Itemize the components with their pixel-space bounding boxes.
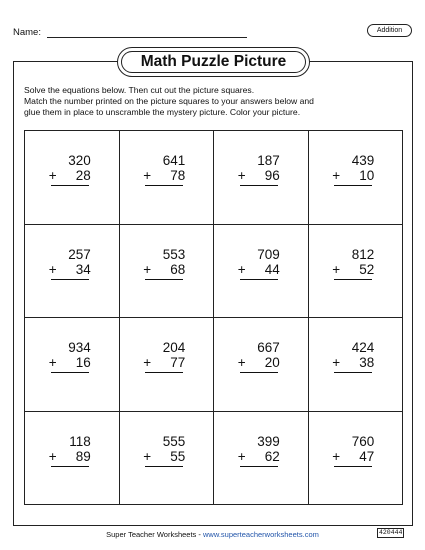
addition-problem [238,247,284,280]
topic-badge: Addition [367,24,412,37]
addend-bottom: 47 [359,448,375,464]
problem-cell [309,225,404,319]
addend-bottom: 34 [75,261,91,277]
answer-line [51,185,89,186]
plus-sign: + [332,168,341,183]
addend-top: 812 [351,246,375,262]
name-label: Name: [13,27,41,38]
addend-top: 934 [68,340,91,355]
addition-problem [49,247,95,280]
plus-sign: + [48,355,57,370]
addend-bottom-row [143,262,189,277]
addend-bottom: 38 [359,355,375,370]
addition-problem [143,434,189,467]
addend-bottom-row [332,262,378,277]
addend-bottom-row [143,355,189,370]
addend-bottom: 10 [359,168,375,183]
addend-top: 320 [68,153,91,168]
plus-sign: + [48,448,57,464]
addition-problem [332,153,378,186]
addend-bottom-row [332,168,378,183]
worksheet-code: 420444 [379,529,403,536]
plus-sign: + [237,168,246,183]
answer-line [334,185,372,186]
addend-bottom-row [49,168,95,183]
addend-bottom-row [238,449,284,464]
answer-line [240,372,278,373]
instructions [24,85,404,119]
answer-line [334,279,372,280]
answer-line [51,279,89,280]
title-banner [117,47,310,77]
footer-brand: Super Teacher Worksheets [106,530,197,539]
addend-bottom: 55 [170,448,186,464]
answer-line [145,466,183,467]
answer-line [240,185,278,186]
addend-top: 709 [257,246,280,262]
addend-bottom-row [49,355,95,370]
problem-cell [25,225,120,319]
addition-problem [49,153,95,186]
plus-sign: + [332,261,341,277]
name-field[interactable] [47,37,247,38]
addition-problem [332,340,378,373]
addend-bottom-row [143,168,189,183]
answer-line [145,279,183,280]
addition-problem [332,247,378,280]
addend-bottom: 62 [264,448,280,464]
addend-bottom-row [238,355,284,370]
plus-sign: + [143,261,152,277]
problem-cell [25,412,120,506]
addition-problem [238,153,284,186]
addition-problem [143,153,189,186]
answer-line [51,466,89,467]
addend-bottom: 16 [75,355,91,370]
addend-top: 553 [162,246,186,262]
addend-top: 667 [257,340,280,355]
footer-url[interactable]: www.superteacherworksheets.com [202,530,319,539]
plus-sign: + [48,168,57,183]
addition-problem [238,340,284,373]
plus-sign: + [143,448,152,464]
addend-bottom: 28 [75,168,91,183]
addend-top: 204 [162,340,186,355]
instruction-line: Solve the equations below. Then cut out the picture squares. [24,85,255,95]
plus-sign: + [143,355,152,370]
addend-bottom-row [332,449,378,464]
problem-cell [214,225,309,319]
addend-bottom-row [332,355,378,370]
answer-line [240,279,278,280]
problem-cell [309,318,404,412]
problem-cell [120,318,215,412]
addend-bottom-row [238,168,284,183]
plus-sign: + [143,168,152,183]
addend-bottom: 44 [264,261,280,277]
answer-line [145,185,183,186]
plus-sign: + [48,261,57,277]
answer-line [334,466,372,467]
addition-problem [49,340,95,373]
problem-cell [120,225,215,319]
answer-line [334,372,372,373]
addition-problem [143,247,189,280]
addend-bottom-row [238,262,284,277]
answer-line [145,372,183,373]
addend-top: 439 [351,153,375,168]
addition-problem [143,340,189,373]
addend-bottom-row [143,449,189,464]
footer [0,530,425,539]
addend-bottom-row [49,262,95,277]
answer-line [51,372,89,373]
addend-top: 760 [351,433,375,449]
addend-bottom: 68 [170,261,186,277]
addend-top: 187 [257,153,280,168]
addend-top: 118 [69,433,91,449]
addend-top: 424 [351,340,375,355]
footer-separator: - [196,530,203,539]
problem-grid [24,130,403,505]
problem-cell [214,412,309,506]
problem-cell [120,131,215,225]
addend-bottom: 89 [75,448,91,464]
addend-bottom: 77 [170,355,186,370]
instruction-line: glue them in place to unscramble the mystery picture. Color your picture. [24,107,301,118]
plus-sign: + [332,355,341,370]
addend-bottom: 96 [264,168,280,183]
addend-bottom: 20 [264,355,280,370]
problem-cell [25,318,120,412]
addition-problem [238,434,284,467]
addition-problem [332,434,378,467]
instruction-line: Match the number printed on the picture squares to your answers below and [24,96,314,107]
problem-cell [120,412,215,506]
addend-top: 641 [162,153,186,168]
plus-sign: + [237,448,246,464]
plus-sign: + [332,448,341,464]
addend-top: 555 [162,433,186,449]
addend-top: 399 [257,433,280,449]
page-title: Math Puzzle Picture [140,53,287,70]
addition-problem [49,434,95,467]
problem-cell [309,412,404,506]
problem-cell [214,318,309,412]
addend-bottom: 52 [359,261,375,277]
addend-top: 257 [68,246,91,262]
plus-sign: + [237,355,246,370]
problem-cell [214,131,309,225]
addend-bottom: 78 [170,168,186,183]
problem-cell [25,131,120,225]
addend-bottom-row [49,449,95,464]
problem-cell [309,131,404,225]
answer-line [240,466,278,467]
plus-sign: + [237,261,246,277]
